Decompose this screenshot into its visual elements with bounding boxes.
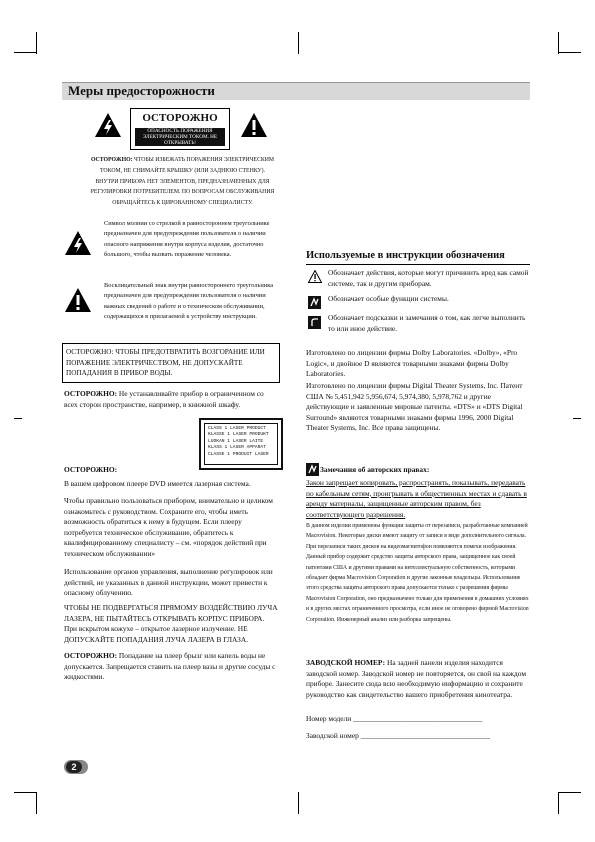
left-p5-text: Попадание на плеер брызг или капель воды не допускается. Запрещается ставить на плеер вазы и другие сосуды с жидкостями. — [64, 651, 276, 682]
left-caution-heading: ОСТОРОЖНО: — [64, 465, 118, 474]
left-p1: В вашем цифровом плеере DVD имеется лазерная система. — [64, 479, 251, 488]
fire-warning-box — [62, 343, 280, 383]
crop-mark — [36, 792, 37, 814]
dolby-license: Изготовлено по лицензии фирмы Dolby Laboratories. «Dolby», «Pro Logic», и двойное D являются товарными знаками фирмы Dolby Laboratories. — [306, 348, 518, 379]
caution-box — [130, 108, 230, 150]
icon3-text: Обозначает подсказки и замечания о том, как легче выполнить то или иное действие. — [328, 313, 526, 333]
laser-label-lines — [204, 423, 278, 465]
exclamation-symbol-icon — [64, 287, 92, 318]
crop-mark — [558, 32, 559, 54]
caution-triangle-icon — [308, 270, 322, 288]
crop-mark — [298, 792, 299, 814]
page-number: 2 — [71, 762, 77, 772]
serial-paragraph — [306, 658, 530, 700]
crop-mark — [559, 52, 581, 53]
crop-mark — [573, 418, 581, 419]
left-p3: Использование органов управления, выполнение регулировок или действий, не указанных в данной инструкции, может привести к опасному облучению. — [64, 567, 273, 598]
laser-class-label — [199, 418, 283, 470]
model-number-field: Номер модели ___________________________________ — [306, 714, 483, 723]
fire-warning-text: ОСТОРОЖНО: ЧТОБЫ ПРЕДОТВРАТИТЬ ВОЗГОРАНИЕ ИЛИ ПОРАЖЕНИЕ ЭЛЕКТРИЧЕСТВОМ, НЕ ДОПУСКАЙТЕ ПОПАДАНИЯ В ПРИБОР ВОДЫ. — [66, 348, 265, 378]
serial-label: ЗАВОДСКОЙ НОМЕР: — [306, 658, 386, 667]
caution-subtitle-text: ОПАСНОСТЬ ПОРАЖЕНИЯ ЭЛЕКТРИЧЕСКИМ ТОКОМ. НЕ ОТКРЫВАТЬ! — [142, 128, 218, 146]
install-text: Не устанавливайте прибор в ограниченном со всех сторон пространстве, например, в книжной шкафу. — [64, 389, 264, 409]
laser-label-line: KLASS 1 LASER APPARAT — [208, 445, 266, 451]
left-p5 — [64, 651, 278, 683]
caution-title: ОСТОРОЖНО — [142, 112, 218, 124]
install-warning — [64, 389, 278, 410]
right-heading: Используемые в инструкции обозначения — [306, 250, 505, 261]
crop-mark — [36, 32, 37, 54]
laser-label-line: CLASS 1 LASER PRODUCT — [208, 426, 266, 431]
special-function-icon — [308, 296, 321, 309]
laser-label-line: KLASSE 1 LASER PRODUKT — [208, 432, 269, 438]
right-heading-rule — [306, 264, 530, 265]
page-title: Меры предосторожности — [68, 83, 215, 98]
icon1-text: Обозначает действия, которые могут причинить вред как самой системе, так и другим приборам. — [328, 268, 529, 288]
caution-body-text: ЧТОБЫ ИЗБЕЖАТЬ ПОРАЖЕНИЯ ЭЛЕКТРИЧЕСКИМ ТОКОМ, НЕ СНИМАЙТЕ КРЫШКУ (ИЛИ ЗАДНЮЮ СТЕНКУ). ВНУТРИ ПРИБОРА НЕТ ЭЛЕМЕНТОВ, ПРЕДНАЗНАЧЕННЫХ ДЛЯ РЕГУЛИРОВКИ ПОТРЕБИТЕЛЕМ. ПО ВОПРОСАМ ОБСЛУЖИВАНИЯ ОБРАЩАЙТЕСЬ К ЦИРОВАННОМУ СПЕЦИАЛИСТУ. — [90, 157, 275, 207]
copyright-details: В данном изделии применены функции защиты от перезаписи, разработанные компанией Macrovision. Некоторые диски имеют защиту от записи в виде дополнительного сигнала. При перезаписи таких дисков на видеомагнитофон появляются помехи изображения. Данный прибор содержит средство защиты авторского права, защищенное как своей патентами США и другими правами на интеллектуальную собственность, которыми обладает фирма Macrovision Corporation и другие законные владельцы. Использование этого средства защиты авторского права допускается только с разрешения фирмы Macrovision Corporation, оно предназначено только для применения в домашних условиях и в других местах ограниченного просмотра, если иное не оговорено фирмой Macrovision Corporation. Инженерный анализ или разборка запрещены. — [306, 523, 529, 623]
exclamation-symbol-text: Восклицательный знак внутри равностороннего треугольника предназначен для предупреждения пользователя о наличии важных сведений о работе и о техническом обслуживании, содержащихся в прилагаемой к устройству инструкции. — [104, 282, 274, 321]
install-label: ОСТОРОЖНО: — [64, 389, 118, 398]
serial-number-field: Заводской номер ___________________________________ — [306, 731, 491, 740]
crop-mark — [559, 792, 581, 793]
lightning-warning-icon — [94, 112, 122, 143]
left-p4: ЧТОБЫ НЕ ПОДВЕРГАТЬСЯ ПРЯМОМУ ВОЗДЕЙСТВИЮ ЛУЧА ЛАЗЕРА, НЕ ПЫТАЙТЕСЬ ОТКРЫВАТЬ КОРПУС ПРИБОРА. При вскрытом кожухе – открытое лазерное излучение. НЕ ДОПУСКАЙТЕ ПОПАДАНИЯ ЛУЧА ЛАЗЕРА В ГЛАЗА. — [64, 603, 278, 644]
laser-label-line: CLASSE 1 PRODUIT LASER — [208, 451, 269, 457]
lightning-symbol-text: Символ молнии со стрелкой в равностороннем треугольнике предназначен для предупреждения пользователя о наличии опасного напряжения внутри корпуса изделия, достаточно большого, чтобы вызвать поражение человека. — [104, 220, 270, 259]
crop-mark — [558, 792, 559, 814]
dts-license: Изготовлено по лицензии фирмы Digital Theater Systems, Inc. Патент США № 5,451,942 5,956,674, 5,974,380, 5,978,762 и другие действующие и заявленные мировые патенты. «DTS» и «DTS Digital Surround» являются товарными знаками фирмы 1996, 2000 Digital Theater Systems, Inc. Все права защищены. — [306, 381, 523, 433]
left-p2: Чтобы правильно пользоваться прибором, внимательно и целиком ознакомьтесь с руководством. Сохраните его, чтобы иметь возможность обратиться к нему в будущем. Если плееру потребуется техническое обслуживание, обратитесь к квалифицированному специалисту – см. «порядок действий при техническом обслуживании» — [64, 496, 273, 558]
crop-mark — [14, 52, 36, 53]
laser-label-line: LUOKAN 1 LASER LAITE — [208, 438, 264, 444]
exclamation-warning-icon — [240, 112, 268, 143]
caution-body — [90, 155, 275, 209]
copyright-note-icon — [306, 463, 319, 476]
caution-body-label: ОСТОРОЖНО: — [90, 157, 133, 163]
crop-mark — [14, 418, 22, 419]
icon2-text: Обозначает особые функции системы. — [328, 294, 449, 303]
tip-icon — [308, 316, 321, 329]
copyright-underlined: Закон запрещает копировать, распространять, показывать, передавать по кабельным сетям, проигрывать в общественных местах и сдавать в аренду материалы, защищенные авторским правом, без соответствующего разрешения. — [306, 478, 527, 519]
serial-text: На задней панели изделия находится заводской номер. Заводской номер не повторяется, он свой на каждом приборе. Занесите сюда всю необходимую информацию и сохраните руководство как свидетельство вашего приобретения кинотеатра. — [306, 658, 526, 699]
crop-mark — [298, 32, 299, 54]
left-p5-label: ОСТОРОЖНО: — [64, 651, 118, 660]
lightning-symbol-icon — [64, 230, 92, 261]
crop-mark — [14, 792, 36, 793]
copyright-heading: Замечания об авторских правах: — [320, 465, 430, 474]
